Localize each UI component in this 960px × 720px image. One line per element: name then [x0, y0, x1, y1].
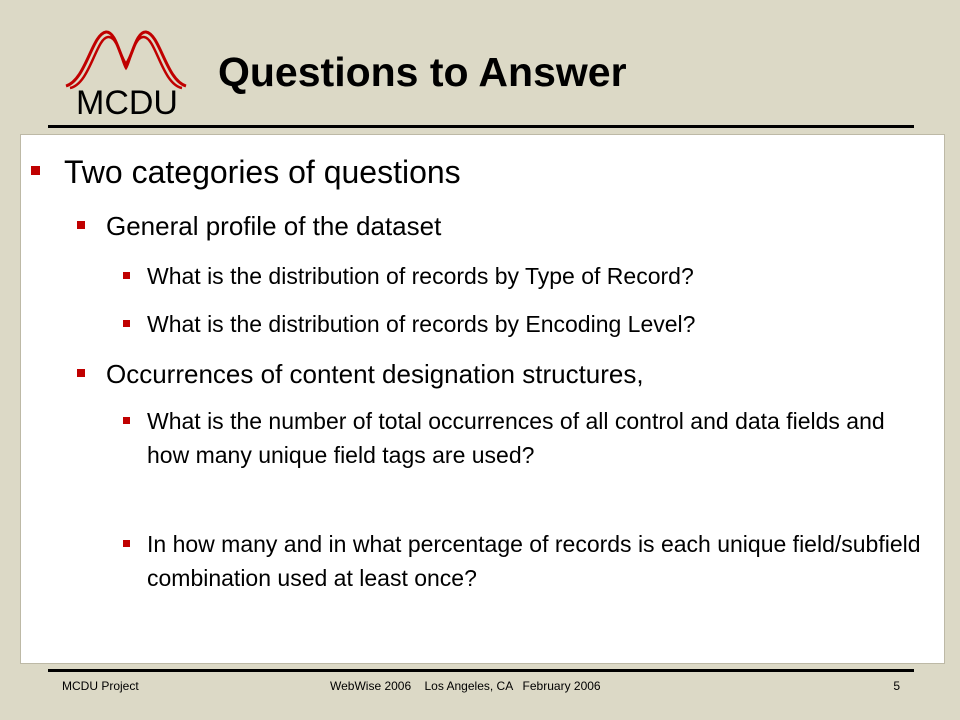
bullet-item [123, 527, 933, 595]
bullet-text: What is the distribution of records by Encoding Level? [147, 311, 696, 337]
square-bullet-icon [123, 417, 130, 424]
footer-event-text: WebWise 2006 Los Angeles, CA February 2006 [330, 679, 601, 693]
bullet-text: Two categories of questions [64, 154, 461, 190]
footer-event [330, 679, 601, 693]
bullet-text: In how many and in what percentage of records is each unique field/subfield combination used at least once? [147, 531, 921, 591]
bullet-item [123, 404, 933, 472]
square-bullet-icon [77, 221, 85, 229]
square-bullet-icon [123, 320, 130, 327]
page-number: 5 [893, 679, 900, 693]
bullet-item [123, 307, 933, 341]
bullet-item [77, 358, 644, 390]
bullet-item [123, 259, 933, 293]
square-bullet-icon [77, 369, 85, 377]
bullet-text: Occurrences of content designation structures, [106, 359, 644, 389]
title-divider [48, 125, 914, 128]
square-bullet-icon [123, 540, 130, 547]
slide-title: Questions to Answer [218, 49, 627, 95]
bullet-text: What is the number of total occurrences of all control and data fields and how many unique field tags are used? [147, 408, 885, 468]
footer-project: MCDU Project [62, 679, 139, 693]
logo-wordmark: MCDU [76, 84, 178, 120]
bullet-text: General profile of the dataset [106, 211, 442, 241]
mcdu-logo [62, 28, 192, 120]
mcdu-logo-icon [62, 28, 192, 120]
square-bullet-icon [31, 166, 40, 175]
bullet-item [77, 210, 441, 242]
bullet-item [31, 153, 461, 191]
footer-divider [48, 669, 914, 672]
bullet-text: What is the distribution of records by Type of Record? [147, 263, 694, 289]
content-panel [20, 134, 945, 664]
square-bullet-icon [123, 272, 130, 279]
